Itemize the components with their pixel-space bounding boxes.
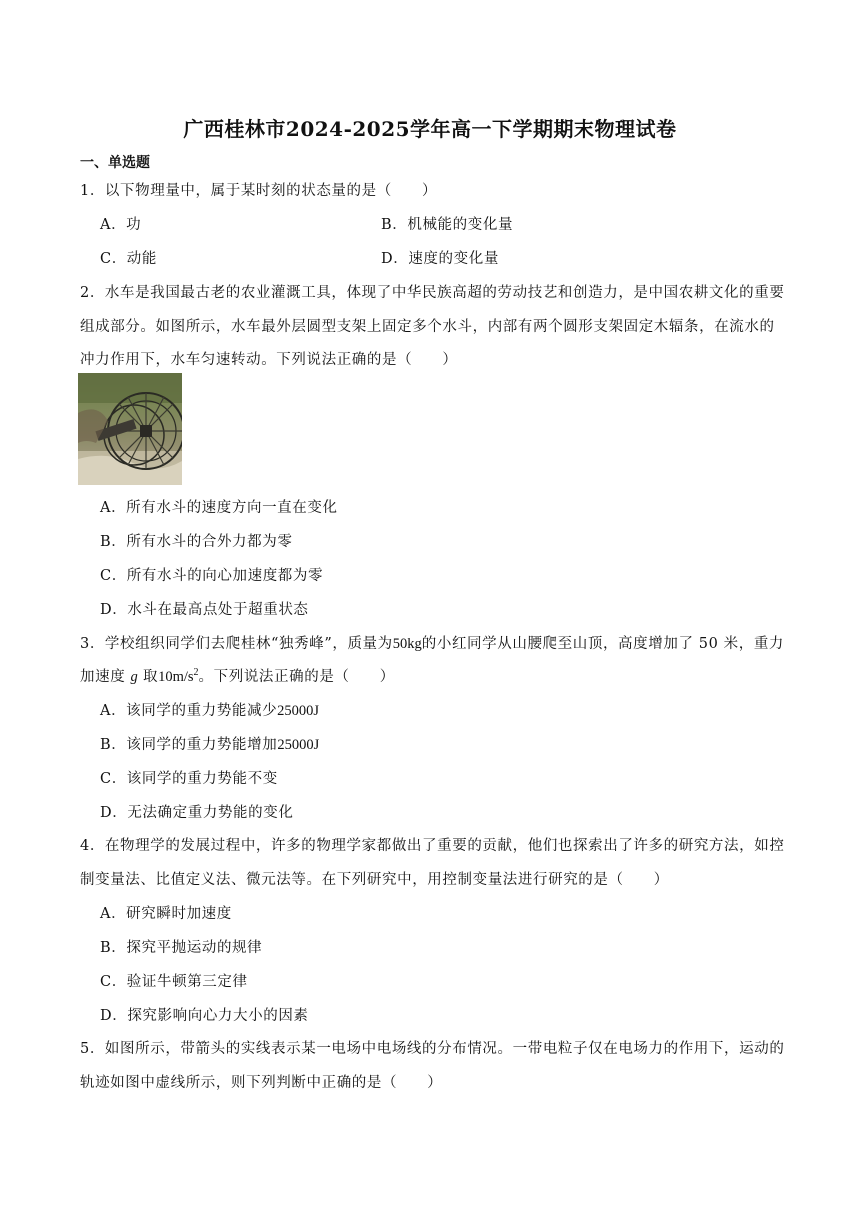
question-1-option-d: D．速度的变化量 xyxy=(381,251,499,267)
question-1-option-b: B．机械能的变化量 xyxy=(381,217,514,233)
q3-option-b-text: B．该同学的重力势能增加 xyxy=(100,737,278,753)
question-2-stem-line-3: 冲力作用下，水车匀速转动。下列说法正确的是（ ） xyxy=(80,352,458,368)
question-3-option-d: D．无法确定重力势能的变化 xyxy=(100,805,294,821)
q3-g-unit: m/s xyxy=(172,669,194,685)
q3-text-a: 3．学校组织同学们去爬桂林“独秀峰”，质量为 xyxy=(80,636,393,652)
question-1-option-c: C．动能 xyxy=(100,251,157,267)
question-2-stem-line-1: 2．水车是我国最古老的农业灌溉工具，体现了中华民族高超的劳动技艺和创造力，是中国农耕文化的重要 xyxy=(80,285,785,301)
water-wheel-photo xyxy=(78,373,182,485)
question-4-option-a: A．研究瞬时加速度 xyxy=(100,906,232,922)
q3-text-d: 取 xyxy=(137,669,159,685)
question-3-option-c: C．该同学的重力势能不变 xyxy=(100,771,278,787)
q3-mass-value: 50 xyxy=(392,636,408,652)
question-2-option-d: D．水斗在最高点处于超重状态 xyxy=(100,602,309,618)
question-5-stem-line-2: 轨迹如图中虚线所示，则下列判断中正确的是（ ） xyxy=(80,1075,443,1091)
question-2-option-c: C．所有水斗的向心加速度都为零 xyxy=(100,568,324,584)
question-2-option-a: A．所有水斗的速度方向一直在变化 xyxy=(100,500,338,516)
q3-mass-unit: kg xyxy=(407,636,422,652)
question-5-stem-line-1: 5．如图所示，带箭头的实线表示某一电场中电场线的分布情况。一带电粒子仅在电场力的作用下，运动的 xyxy=(80,1041,785,1057)
question-2-stem-line-2: 组成部分。如图所示，水车最外层圆型支架上固定多个水斗，内部有两个圆形支架固定木辐条，在流水的 xyxy=(80,319,775,335)
q3-option-a-value: 25000J xyxy=(277,703,320,719)
question-1-stem: 1．以下物理量中，属于某时刻的状态量的是（ ） xyxy=(80,183,438,199)
exam-title: 广西桂林市2024-2025学年高一下学期期末物理试卷 xyxy=(183,117,677,141)
section-heading: 一、单选题 xyxy=(80,155,150,171)
question-4-option-d: D．探究影响向心力大小的因素 xyxy=(100,1008,309,1024)
q3-g-symbol: g xyxy=(130,669,138,685)
q3-option-b-value: 25000J xyxy=(277,737,320,753)
q3-g-exponent: 2 xyxy=(193,667,199,679)
question-4-option-c: C．验证牛顿第三定律 xyxy=(100,974,248,990)
q3-text-e: 。下列说法正确的是（ ） xyxy=(198,669,395,685)
question-1-option-a: A．功 xyxy=(100,217,142,233)
q3-option-a-text: A．该同学的重力势能减少 xyxy=(100,703,278,719)
question-4-stem-line-1: 4．在物理学的发展过程中，许多的物理学家都做出了重要的贡献，他们也探索出了许多的研究方法，如控 xyxy=(80,838,785,854)
q3-text-b: 的小红同学从山腰爬至山顶，高度增加了 50 米，重力 xyxy=(421,636,785,652)
question-3-stem-line-1 xyxy=(80,632,784,653)
question-4-option-b: B．探究平抛运动的规律 xyxy=(100,940,263,956)
question-3-option-b xyxy=(100,733,319,754)
question-2-option-b: B．所有水斗的合外力都为零 xyxy=(100,534,293,550)
q3-text-c: 加速度 xyxy=(80,669,131,685)
question-3-option-a xyxy=(100,699,319,720)
q3-g-value: 10 xyxy=(158,669,173,685)
question-4-stem-line-2: 制变量法、比值定义法、微元法等。在下列研究中，用控制变量法进行研究的是（ ） xyxy=(80,872,669,888)
water-wheel-illustration xyxy=(78,373,182,485)
question-3-stem-line-2 xyxy=(80,665,395,686)
